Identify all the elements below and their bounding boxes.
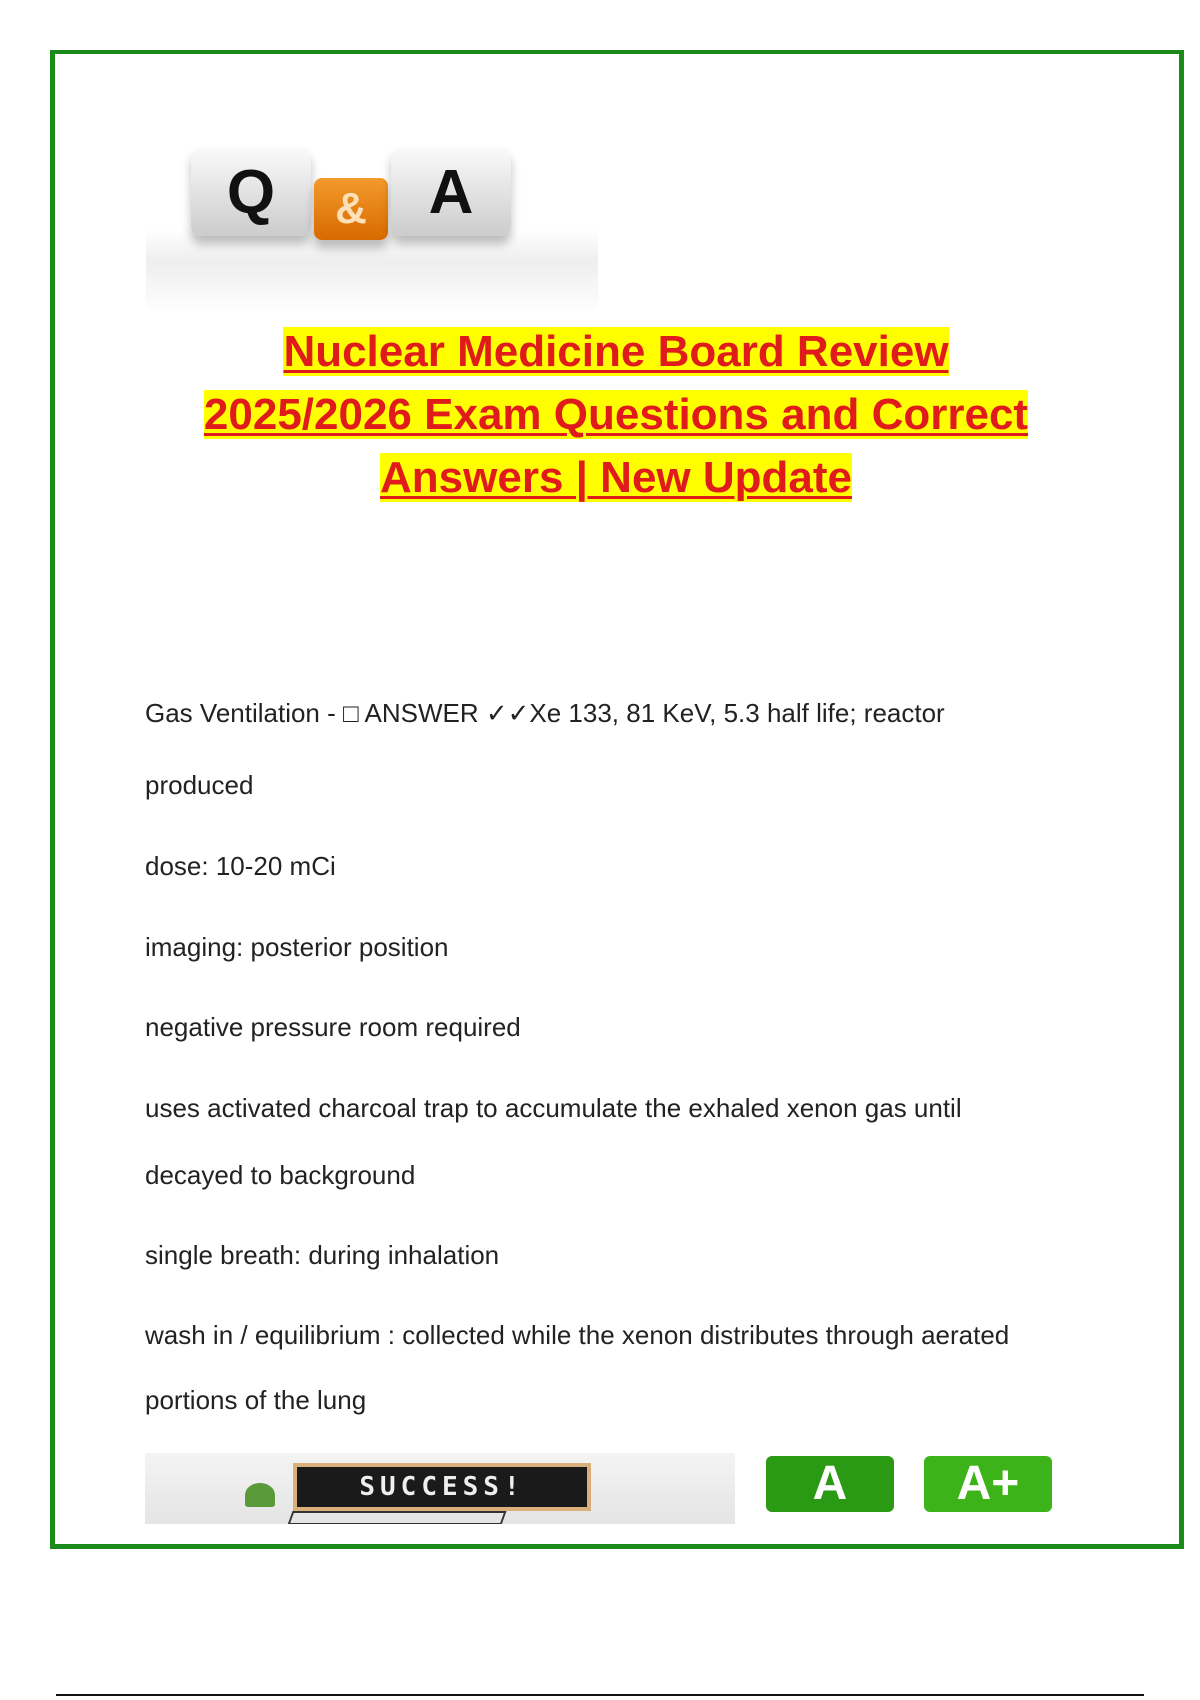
q-die bbox=[191, 148, 311, 236]
body-line: single breath: during inhalation bbox=[145, 1240, 500, 1270]
grade-a-plus-badge: A+ bbox=[924, 1456, 1052, 1512]
success-banner-image bbox=[145, 1453, 735, 1524]
amp-die bbox=[314, 178, 388, 240]
grade-a-badge: A bbox=[766, 1456, 894, 1512]
body-line: uses activated charcoal trap to accumulate the exhaled xenon gas until bbox=[145, 1093, 962, 1123]
body-line: produced bbox=[145, 770, 254, 800]
page-divider bbox=[56, 1694, 1144, 1696]
title-line-3: Answers | New Update bbox=[380, 453, 852, 502]
amp-letter: & bbox=[335, 184, 367, 233]
qa-logo-image bbox=[146, 103, 598, 314]
body-line: Gas Ventilation - □ ANSWER ✓✓Xe 133, 81 KeV, 5.3 half life; reactor bbox=[145, 698, 945, 728]
body-line: imaging: posterior position bbox=[145, 932, 449, 962]
document-title bbox=[0, 320, 1200, 509]
success-board: SUCCESS! bbox=[293, 1463, 591, 1511]
body-line: dose: 10-20 mCi bbox=[145, 851, 336, 881]
title-line-1: Nuclear Medicine Board Review bbox=[283, 327, 949, 376]
title-line-2: 2025/2026 Exam Questions and Correct bbox=[203, 390, 1029, 439]
body-line: portions of the lung bbox=[145, 1385, 367, 1415]
plant-icon bbox=[245, 1483, 275, 1507]
body-line: wash in / equilibrium : collected while the xenon distributes through aerated bbox=[145, 1320, 1010, 1350]
body-line: decayed to background bbox=[145, 1160, 416, 1190]
a-letter: A bbox=[428, 157, 474, 227]
body-line: negative pressure room required bbox=[145, 1012, 521, 1042]
a-die bbox=[391, 148, 511, 236]
clipboard-icon bbox=[287, 1511, 506, 1524]
q-letter: Q bbox=[226, 157, 276, 227]
